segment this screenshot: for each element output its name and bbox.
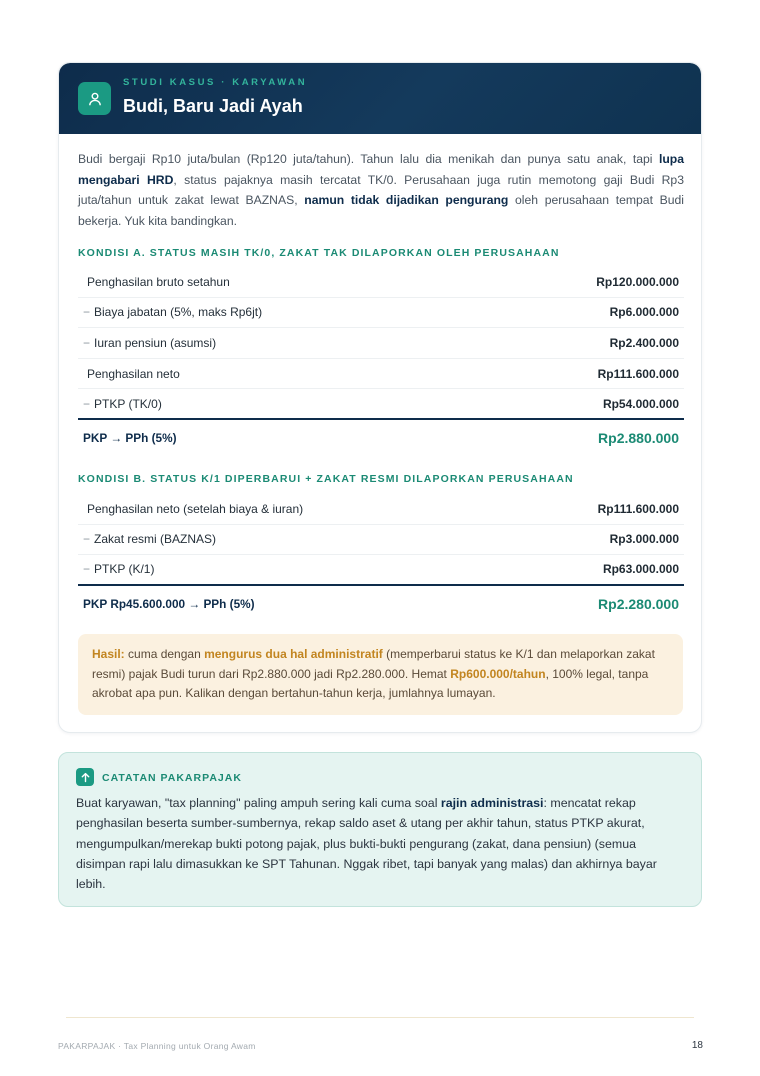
minus-sign: −	[83, 335, 91, 350]
arrow-up-icon	[76, 768, 94, 786]
table-row	[78, 267, 684, 298]
intro-text: Budi bergaji Rp10 juta/bulan (Rp120 juta/tahun). Tahun lalu dia menikah dan punya satu anak, tapi	[78, 152, 659, 166]
table-row	[78, 525, 684, 556]
result-heading: Hasil:	[92, 647, 125, 661]
row-label: Penghasilan bruto setahun	[87, 274, 230, 289]
row-label: PTKP (K/1)	[94, 562, 155, 577]
intro-emphasis: namun tidak dijadikan pengurang	[304, 193, 509, 207]
row-value: Rp120.000.000	[596, 274, 679, 289]
table-row	[78, 555, 684, 586]
total-value: Rp2.880.000	[598, 429, 679, 446]
catatan-text: Buat karyawan, "tax planning" paling ampuh sering kali cuma soal	[76, 796, 441, 810]
result-emphasis: Rp600.000/tahun	[450, 666, 546, 681]
intro-text: , status pajaknya masih tercatat TK/0. Perusahaan juga rutin memotong gaji Budi Rp3 juta/tahun untuk zakat lewat BAZNAS,	[78, 172, 684, 207]
row-value: Rp111.600.000	[597, 366, 679, 381]
table-row	[78, 298, 684, 329]
total-value: Rp2.280.000	[598, 595, 679, 612]
footer-divider	[66, 1017, 694, 1018]
row-value: Rp2.400.000	[609, 335, 679, 350]
card-eyebrow: STUDI KASUS · KARYAWAN	[123, 77, 308, 88]
table-row	[78, 328, 684, 359]
row-value: Rp111.600.000	[597, 501, 679, 516]
table-row	[78, 389, 684, 420]
minus-sign: −	[83, 396, 91, 411]
kondisi-a-label: KONDISI A. STATUS MASIH TK/0, ZAKAT TAK DILAPORKAN OLEH PERUSAHAAN	[78, 247, 560, 259]
catatan-text: : mencatat rekap penghasilan beserta sumber-sumbernya, rekap saldo aset & utang per akhir tahun, status PTKP akurat, mengumpulkan/merekap bukti potong pajak, plus bukti-bukti pengurang (zakat, dana pensiun) (semua disimpan rapi lalu dimasukkan ke SPT Tahunan. Nggak ribet, tapi banyak yang malas) dan akhirnya bayar lebih.	[76, 796, 657, 892]
minus-sign: −	[83, 562, 91, 577]
user-icon	[78, 82, 111, 115]
row-value: Rp3.000.000	[609, 532, 679, 547]
intro-text: oleh perusahaan tempat Budi bekerja. Yuk kita bandingkan.	[78, 193, 684, 228]
card-header	[59, 63, 701, 134]
row-label: Penghasilan neto	[87, 366, 180, 381]
kondisi-b-label: KONDISI B. STATUS K/1 DIPERBARUI + ZAKAT RESMI DILAPORKAN PERUSAHAAN	[78, 473, 574, 485]
case-study-card	[58, 62, 702, 733]
row-label: Penghasilan neto (setelah biaya & iuran)	[87, 501, 304, 516]
catatan-emphasis: rajin administrasi	[440, 796, 544, 810]
row-label: Zakat resmi (BAZNAS)	[94, 532, 217, 547]
intro-paragraph	[78, 149, 684, 231]
minus-sign: −	[83, 305, 91, 320]
row-label: Iuran pensiun (asumsi)	[94, 335, 217, 350]
table-row	[78, 359, 684, 390]
total-row	[78, 586, 684, 622]
card-title: Budi, Baru Jadi Ayah	[123, 96, 303, 116]
catatan-body	[76, 793, 688, 894]
table-row	[78, 494, 684, 525]
kondisi-b-table	[78, 494, 684, 622]
row-label: Biaya jabatan (5%, maks Rp6jt)	[94, 305, 263, 320]
intro-emphasis: lupa mengabari HRD	[78, 152, 684, 187]
total-row	[78, 420, 684, 456]
row-value: Rp54.000.000	[602, 396, 679, 411]
footer-title: PAKARPAJAK · Tax Planning untuk Orang Awam	[58, 1041, 256, 1051]
row-label: PTKP (TK/0)	[94, 396, 162, 411]
row-value: Rp63.000.000	[602, 562, 679, 577]
catatan-box	[58, 752, 702, 907]
result-text: (memperbarui status ke K/1 dan melaporkan zakat resmi) pajak Budi turun dari Rp2.880.000 jadi Rp2.280.000. Hemat	[92, 647, 655, 681]
result-text: cuma dengan	[124, 647, 205, 661]
page-number: 18	[691, 1040, 703, 1051]
result-text: , 100% legal, tanpa akrobat apa pun. Kalikan dengan bertahun-tahun kerja, jumlahnya lumayan.	[92, 666, 649, 701]
result-callout	[78, 634, 683, 715]
result-emphasis: mengurus dua hal administratif	[204, 647, 383, 661]
total-label: PKP Rp45.600.000 → PPh (5%)	[83, 596, 255, 611]
minus-sign: −	[83, 532, 91, 547]
total-label: PKP → PPh (5%)	[83, 430, 177, 445]
kondisi-a-table	[78, 267, 684, 456]
row-value: Rp6.000.000	[609, 305, 679, 320]
catatan-title: CATATAN PAKARPAJAK	[102, 772, 242, 784]
